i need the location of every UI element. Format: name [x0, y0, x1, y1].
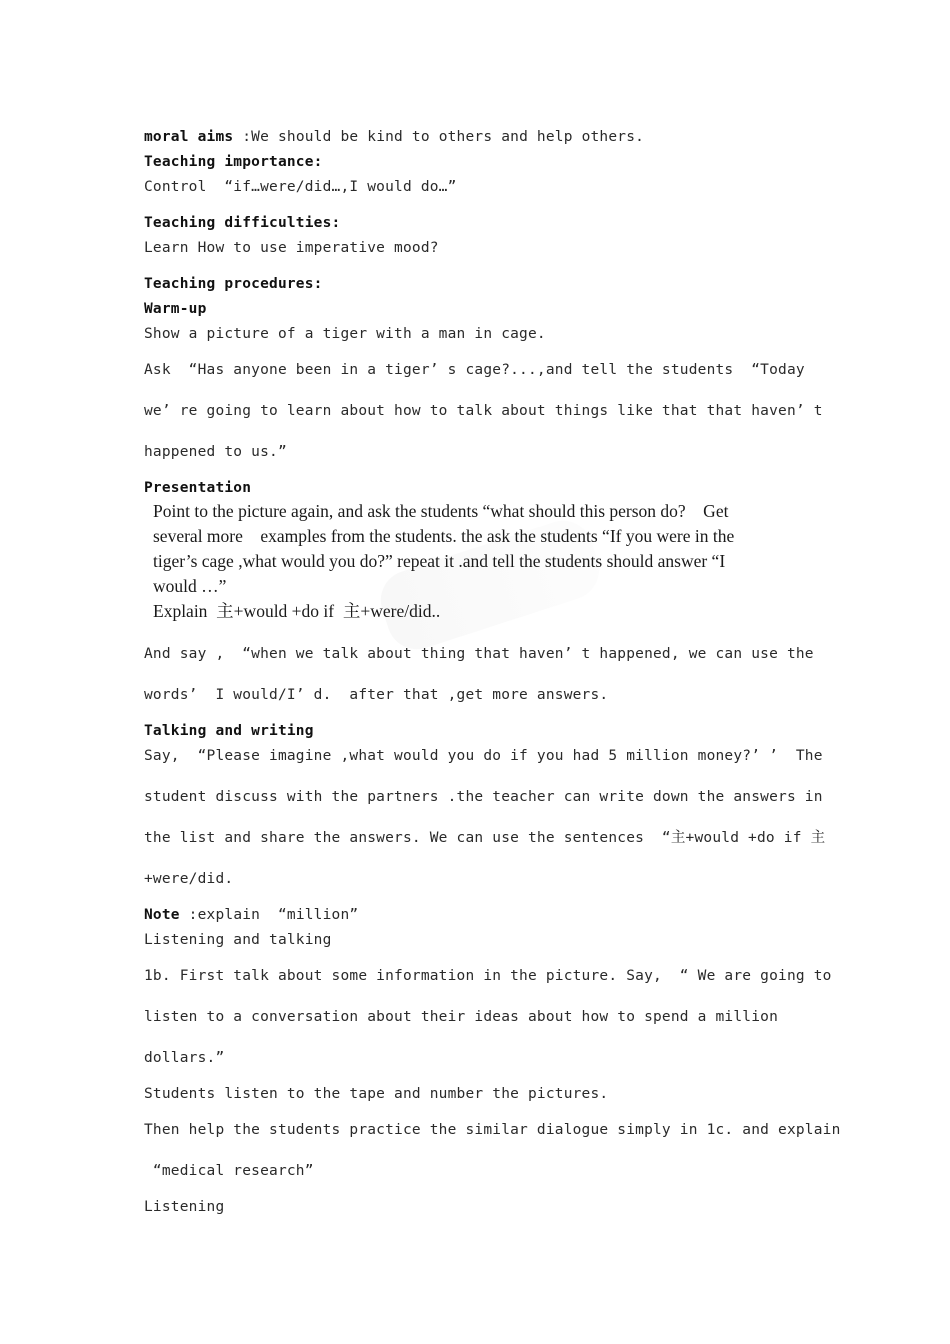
listening-talking-heading: Listening and talking: [144, 932, 332, 948]
presentation-serif-line: several more examples from the students. the ask the students “If you were in the: [153, 526, 735, 546]
warmup-line: happened to us.”: [144, 444, 287, 460]
moral-aims-text: :We should be kind to others and help others.: [233, 129, 645, 145]
warmup-line: Show a picture of a tiger with a man in cage.: [144, 326, 546, 342]
presentation-heading: Presentation: [144, 480, 252, 496]
teaching-difficulties-text: Learn How to use imperative mood?: [144, 240, 439, 256]
listening-heading: Listening: [144, 1199, 225, 1215]
listening-talking-line: Then help the students practice the similar dialogue simply in 1c. and explain: [144, 1122, 841, 1138]
listening-talking-line: “medical research”: [144, 1163, 314, 1179]
listening-talking-line: Students listen to the tape and number the pictures.: [144, 1086, 609, 1102]
presentation-serif-line: would …”: [153, 576, 227, 596]
presentation-serif-line: tiger’s cage ,what would you do?” repeat it .and tell the students should answer “I: [153, 551, 726, 571]
talking-writing-line: Say, “Please imagine ,what would you do if you had 5 million money?’ ’ The: [144, 748, 823, 764]
teaching-importance-heading: Teaching importance:: [144, 154, 323, 170]
presentation-serif-line: Point to the picture again, and ask the students “what should this person do? Get: [153, 501, 729, 521]
talking-writing-line: student discuss with the partners .the teacher can write down the answers in: [144, 789, 823, 805]
teaching-procedures-heading: Teaching procedures:: [144, 276, 323, 292]
listening-talking-line: dollars.”: [144, 1050, 225, 1066]
note-line: [144, 906, 358, 924]
listening-talking-line: listen to a conversation about their ideas about how to spend a million: [144, 1009, 779, 1025]
note-text: :explain “million”: [179, 907, 359, 923]
teaching-importance-text: Control “if…were/did…,I would do…”: [144, 179, 457, 195]
presentation-line: words’ I would/I’ d. after that ,get more answers.: [144, 687, 609, 703]
teaching-difficulties-heading: Teaching difficulties:: [144, 215, 341, 231]
warmup-heading: Warm-up: [144, 301, 207, 317]
warmup-line: we’ re going to learn about how to talk about things like that that haven’ t: [144, 403, 823, 419]
presentation-line: And say , “when we talk about thing that haven’ t happened, we can use the: [144, 646, 814, 662]
listening-talking-line: 1b. First talk about some information in the picture. Say, “ We are going to: [144, 968, 832, 984]
talking-writing-line: the list and share the answers. We can use the sentences “主+would +do if 主: [144, 830, 826, 846]
note-label: Note: [144, 907, 180, 923]
moral-aims-line: [144, 128, 644, 146]
talking-writing-heading: Talking and writing: [144, 723, 314, 739]
moral-aims-label: moral aims: [144, 129, 234, 145]
presentation-serif-line: Explain 主+would +do if 主+were/did..: [153, 601, 441, 621]
talking-writing-line: +were/did.: [144, 871, 234, 887]
warmup-line: Ask “Has anyone been in a tiger’ s cage?...,and tell the students “Today: [144, 362, 805, 378]
